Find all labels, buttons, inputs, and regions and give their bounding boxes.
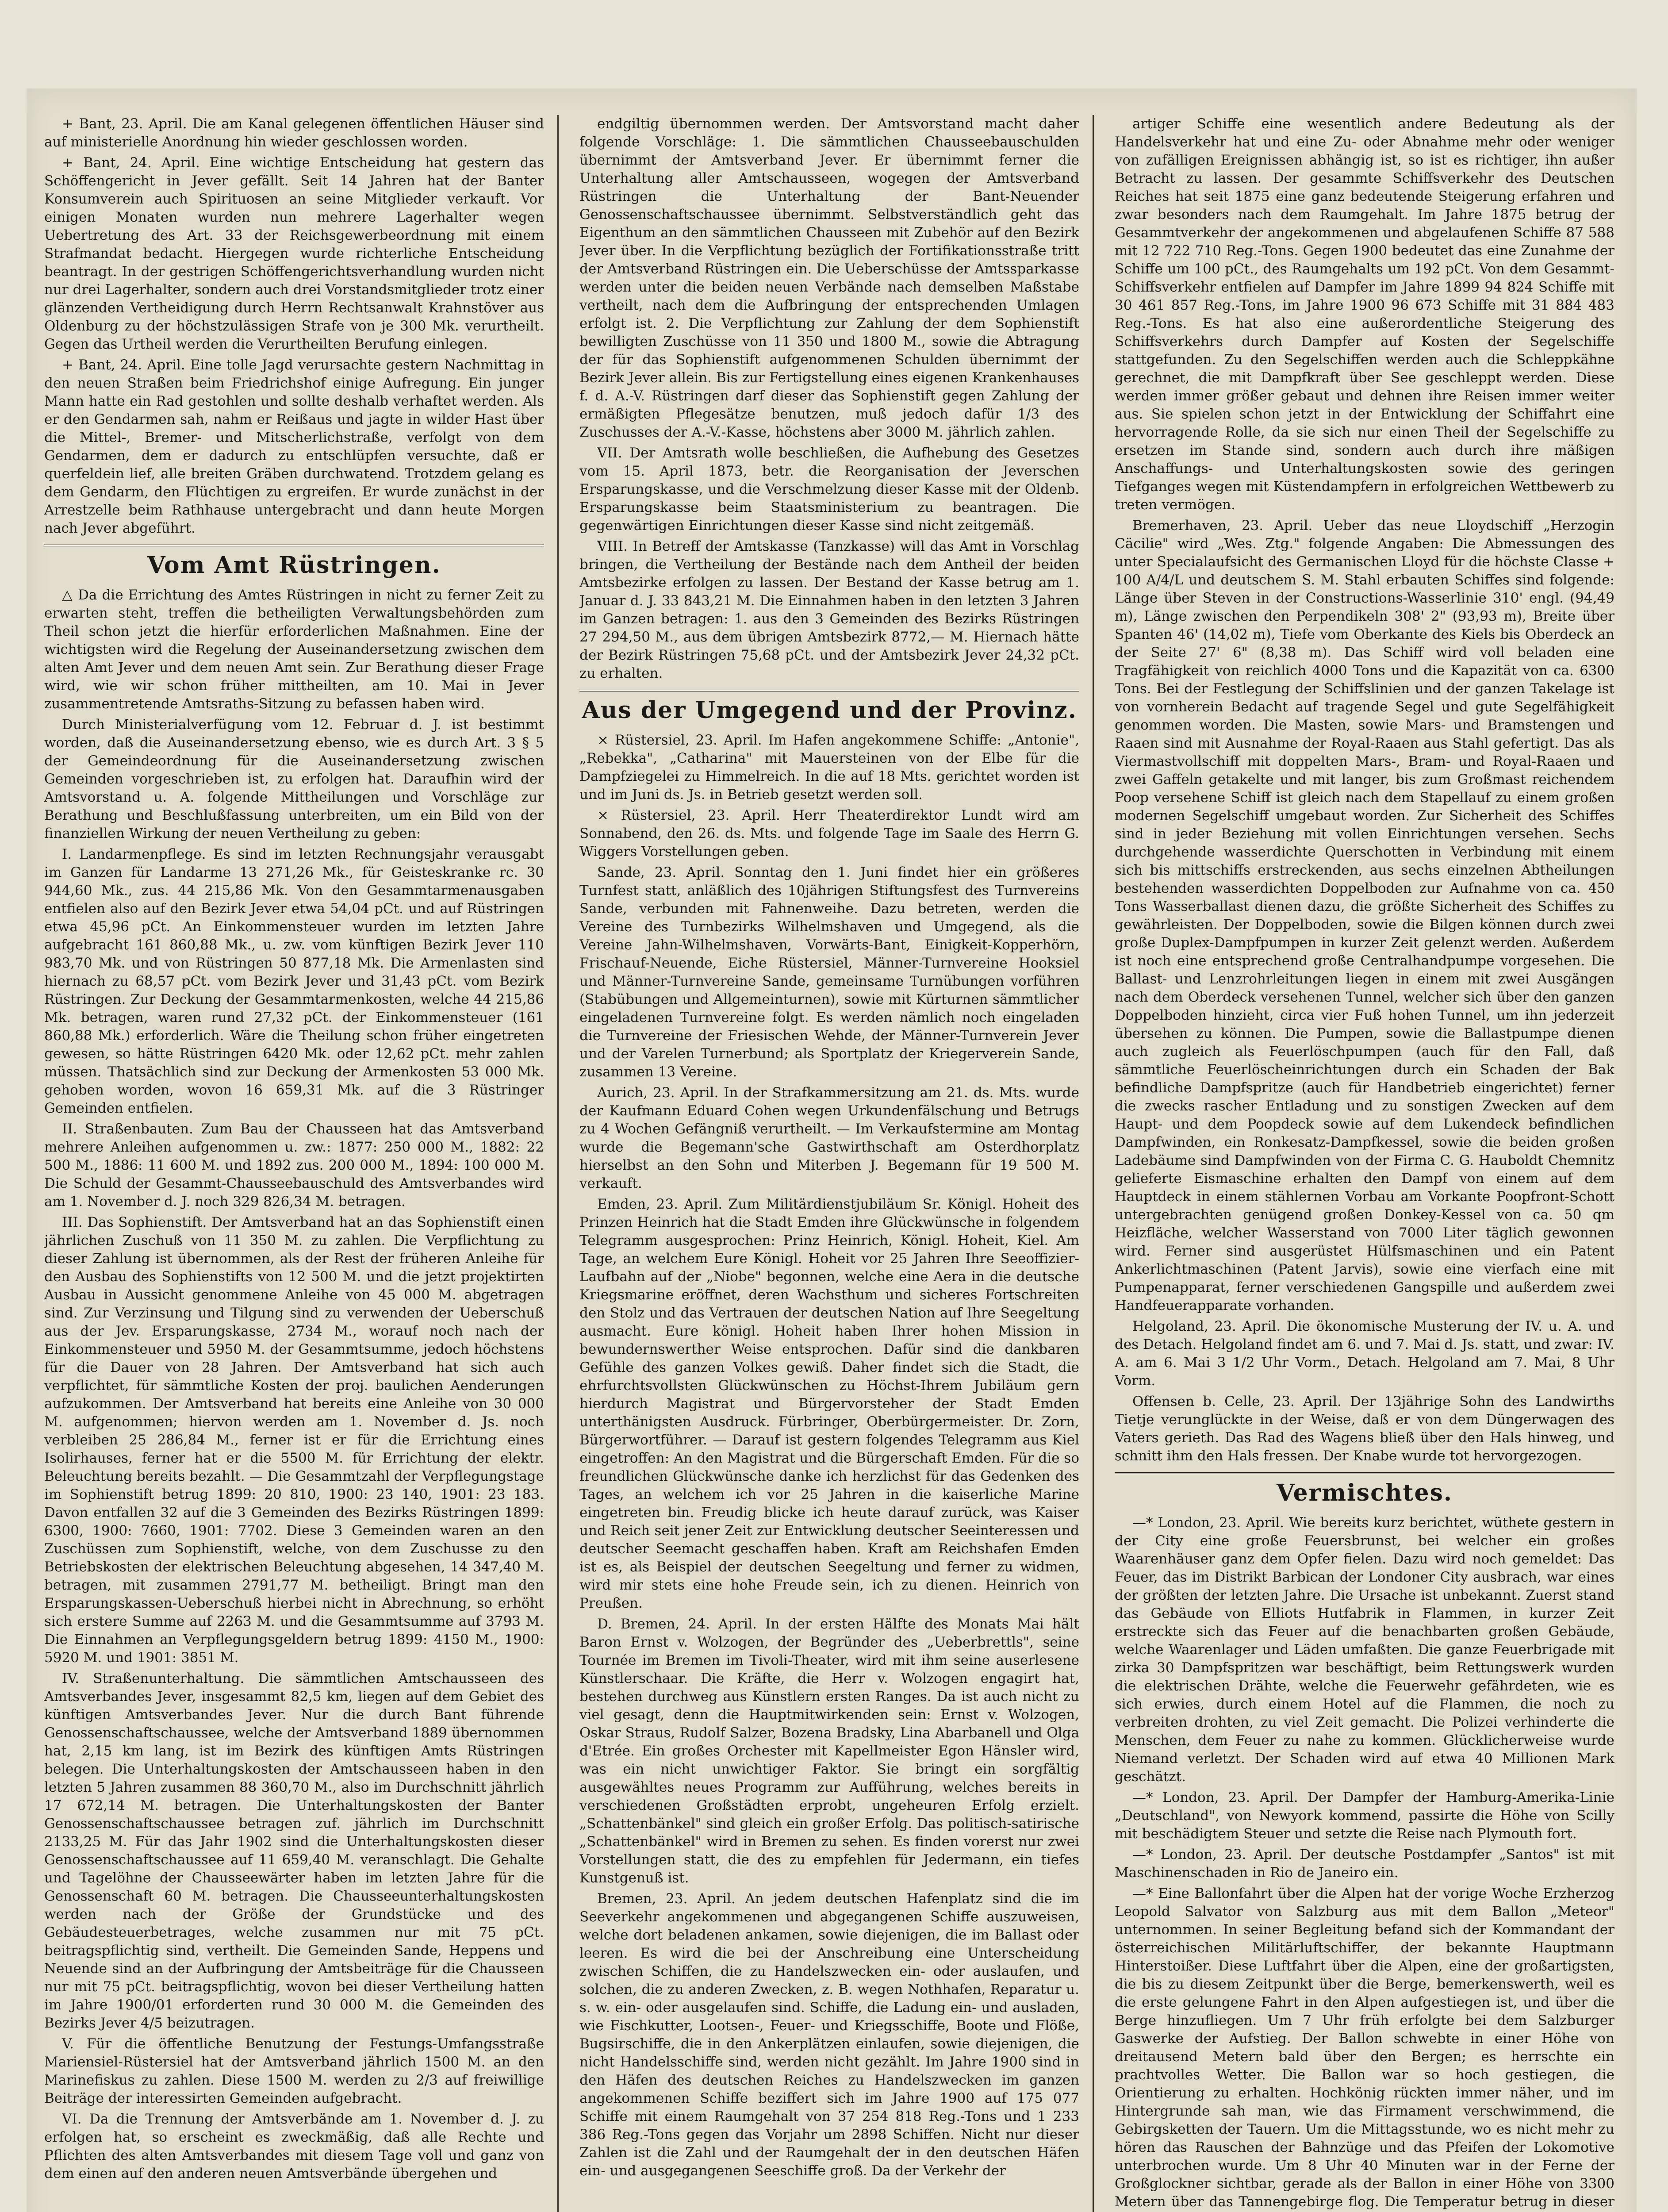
paragraph: Durch Ministerialverfügung vom 12. Februar d. J. ist bestimmt worden, daß die Auseinandersetzung ebenso, wie es durch Art. 3 § 5 der Gemeindeordnung für die Auseinandersetzung zwischen Gemeinden vorgeschrieben ist, zu erfolgen hat. Daraufhin wird der Amtsvorstand u. A. folgende Mittheilungen und Vorschläge zur Berathung und Beschlußfassung unterbreiten, um ein Bild von der finanziellen Wirkung der neuen Vertheilung zu geben: (44, 717, 544, 841)
column-rule (557, 115, 559, 2212)
article-ruestersiel-schiffe: × Rüstersiel, 23. April. Im Hafen angekommene Schiffe: „Antonie", „Rebekka", „Catharina" mit Mauersteinen von der Elbe für die Dampfziegelei zu Himmelreich. In die auf 18 Mts. gerichtet worden ist und im Juni ds. Js. in Betrieb gesetzt werden soll. (579, 732, 1079, 803)
section-heading-vermischtes: Vermischtes. (1115, 1472, 1614, 1508)
paragraph: VI. Da die Trennung der Amtsverbände am 1. November d. J. zu erfolgen hat, so erscheint es zweckmäßig, daß alle Rechte und Pflichten des alten Amtsverbandes mit diesem Tage voll und ganz von dem einen auf den anderen neuen Amtsverbände übergehen und (44, 2111, 544, 2181)
paragraph: V. Für die öffentliche Benutzung der Festungs-Umfangsstraße Mariensiel-Rüstersiel hat der Amtsverband jährlich 1500 M. an den Marinefiskus zu zahlen. Diese 1500 M. werden zu 2/3 auf freiwillige Beiträge der interessirten Gemeinden aufgebracht. (44, 2036, 544, 2106)
column-rule (1093, 115, 1094, 2212)
article-ruestersiel-theater: × Rüstersiel, 23. April. Herr Theaterdirektor Lundt wird am Sonnabend, den 26. ds. Mts. und folgende Tage im Saale des Herrn G. Wiggers Vorstellungen geben. (579, 807, 1079, 860)
article-bant-jagd: + Bant, 24. April. Eine tolle Jagd verursachte gestern Nachmittag in den neuen Straßen beim Friedrichshof einige Aufregung. Ein junger Mann hatte ein Rad gestohlen und sollte deshalb verhaftet werden. Als er den Gendarmen sah, nahm er Reißaus und jagte in wilder Hast über die Mittel-, Bremer- und Mitscherlichstraße, verfolgt von dem Gendarmen, dem er dadurch zu entschlüpfen versuchte, daß er querfeldein lief, alle breiten Gräben durchwatend. Trotzdem gelang es dem Gendarm, den Flüchtigen zu ergreifen. Er wurde zunächst in der Arrestzelle beim Rathhause untergebracht und dann heute Morgen nach Jever abgeführt. (44, 357, 544, 536)
article-london-dampfer: —* London, 23. April. Der Dampfer der Hamburg-Amerika-Linie „Deutschland", von Newyork kommend, passirte die Höhe von Scilly mit beschädigtem Steuer und setzte die Reise nach Plymouth fort. (1115, 1790, 1614, 1842)
column-1 (44, 115, 544, 2212)
paragraph: II. Straßenbauten. Zum Bau der Chausseen hat das Amtsverband mehrere Anleihen aufgenommen u. zw.: 1877: 250 000 M., 1882: 22 500 M., 1886: 11 600 M. und 1892 zus. 200 000 M., 1894: 100 000 M. Die Schuld der Gesammt-Chausseebauschuld des Amtsverbandes wird am 1. November d. J. noch 329 826,34 M. betragen. (44, 1121, 544, 1210)
column-3 (1115, 115, 1614, 2212)
paragraph: △ Da die Errichtung des Amtes Rüstringen in nicht zu ferner Zeit zu erwarten steht, treffen die betheiligten Verwaltungsbehörden zum Theil schon jetzt die hierfür erforderlichen Maßnahmen. Eine der wichtigsten wird die Regelung der Auseinandersetzung zwischen dem alten Amt Jever und dem neuen Amt sein. Zur Berathung dieser Frage wird, wie wir schon früher mittheilten, am 10. Mai in Jever zusammentretende Amtsraths-Sitzung zu befassen haben wird. (44, 587, 544, 712)
paragraph: III. Das Sophienstift. Der Amtsverband hat an das Sophienstift einen jährlichen Zuschuß von 11 350 M. zu zahlen. Die Verpflichtung zu dieser Zahlung ist übernommen, als der Rest der früheren Anleihe für den Ausbau des Sophienstifts von 12 500 M. und die jetzt projektirten Ausbau in Aussicht genommene Anleihe von 45 000 M. abgetragen sind. Zur Verzinsung und Tilgung sind zu verwenden der Ueberschuß aus der Jev. Ersparungskasse, 2734 M., worauf noch nach der Einkommensteuer und 5950 M. der Gesammtsumme, jedoch höchstens für die Dauer von 28 Jahren. Der Amtsverband hat sich auch verpflichtet, für sämmtliche Kosten der proj. baulichen Aenderungen aufzukommen. Der Amtsverband hat bereits eine Anleihe von 30 000 M. aufgenommen; hiervon werden am 1. November d. Js. noch verbleiben 25 286,84 M., ferner ist er für die Errichtung eines Isolirhauses, ferner hat er die 5500 M. für Errichtung der elektr. Beleuchtung bereits bezahlt. — Die Gesammtzahl der Verpflegungstage im Sophienstift betrug 1899: 20 810, 1900: 23 140, 1901: 23 183. Davon entfallen 32 auf die 3 Gemeinden des Bezirks Rüstringen 1899: 6300, 1900: 7660, 1901: 7702. Diese 3 Gemeinden waren an den Zuschüssen zum Sophienstift, welche, von dem Zuschusse zu den Betriebskosten der elektrischen Beleuchtung abgesehen, 14 347,40 M. betragen, mit zusammen 2791,77 M. betheiligt. Bringt man den Ersparungskassen-Ueberschuß hierbei nicht in Abrechnung, so erhöht sich erstere Summe auf 2263 M. und die Gesammtsumme auf 3793 M. Die Einnahmen an Verpflegungsgeldern betrug 1899: 4150 M., 1900: 5920 M. und 1901: 3851 M. (44, 1214, 544, 1666)
section-heading-umgegend: Aus der Umgegend und der Provinz. (579, 690, 1079, 725)
paragraph: endgiltig übernommen werden. Der Amtsvorstand macht daher folgende Vorschläge: 1. Die sämmtlichen Chausseebauschulden übernimmt der Amtsverband Jever. Er übernimmt ferner die Unterhaltung aller Amtschausseen, wogegen der Amtsverband Rüstringen die Unterhaltung der Bant-Neuender Genossenschaftschaussee übernimmt. Selbstverständlich geht das Eigenthum an den sämmtlichen Chausseen mit Zubehör auf den Bezirk Jever über. In die Verpflichtung bezüglich der Fortifikationsstraße tritt der Amtsverband Rüstringen ein. Die Ueberschüsse der Amtssparkasse werden unter die beiden neuen Verbände nach demselben Maßstabe vertheilt, nach dem die Aufbringung der entsprechenden Umlagen erfolgt ist. 2. Die Verpflichtung zur Zahlung der dem Sophienstift bewilligten Zuschüsse von 11 350 und 1800 M., sowie die Abtragung der für das Sophienstift aufgenommenen Schulden übernimmt der Bezirk Jever allein. Bis zur Fertigstellung eines eigenen Krankenhauses f. d. A.-V. Rüstringen darf dieser das Sophienstift gegen Zahlung der ermäßigten Pflegesätze benutzen, muß jedoch dafür 1/3 des Zuschusses der A.-V.-Kasse, höchstens aber 3000 M. jährlich zahlen. (579, 116, 1079, 440)
article-aurich: Aurich, 23. April. In der Strafkammersitzung am 21. ds. Mts. wurde der Kaufmann Eduard Cohen wegen Urkundenfälschung und Betrugs zu 4 Wochen Gefängniß verurtheilt. — Im Verkaufstermine am Montag wurde die Begemann'sche Gastwirthschaft am Osterdhorplatz hierselbst an den Sohn und Miterben J. Begemann für 19 500 M. verkauft. (579, 1085, 1079, 1191)
article-london-feuer: —* London, 23. April. Wie bereits kurz berichtet, wüthete gestern in der City eine große Feuersbrunst, bei welcher ein großes Waarenhäuser ganz dem Opfer fielen. Dazu wird noch gemeldet: Das Feuer, das im Distrikt Barbican der Londoner City ausbrach, war eines der größten der letzten Jahre. Die Ursache ist unbekannt. Zuerst stand das Gebäude von Elliots Hutfabrik in Flammen, in kurzer Zeit erstreckte sich das Feuer auf die benachbarten großen Gebäude, welche Waarenlager und Läden umfaßten. Die ganze Feuerbrigade mit zirka 30 Dampfspritzen war beschäftigt, beim Rettungswerk wurden die elektrischen Drähte, welche die Feuerwehr gefährdeten, wie es sich erwies, durch einem Hotel auf die Flammen, die noch zu verbreiten drohten, zu viel Zeit gemacht. Die Polizei verhinderte die Menschen, dem Feuer zu nahe zu kommen. Glücklicherweise wurde Niemand verletzt. Der Schaden wird auf etwa 40 Millionen Mark geschätzt. (1115, 1515, 1614, 1785)
article-bremen-wolzogen: D. Bremen, 24. April. In der ersten Hälfte des Monats Mai hält Baron Ernst v. Wolzogen, der Begründer des „Ueberbrettls", seine Tournée im Bremen im Tivoli-Theater, wird mit ihm seine auserlesene Künstlerschaar. Die Kräfte, die Herr v. Wolzogen engagirt hat, bestehen durchweg aus Künstlern ersten Ranges. Da ist auch nicht zu viel gesagt, denn die Hauptmitwirkenden sein: Ernst v. Wolzogen, Oskar Straus, Rudolf Salzer, Bozena Bradsky, Lina Abarbanell und Olga d'Etrée. Ein großes Orchester mit Kapellmeister Egon Hänsler wird, was ein nicht unwichtiger Faktor. Sie bringt ein sorgfältig ausgewähltes neues Programm zur Aufführung, welches bereits in verschiedenen Großstädten erprobt, ungeheuren Erfolg erzielt. „Schattenbänkel" sind gleich ein großer Erfolg. Das politisch-satirische „Schattenbänkel" wird in Bremen zu sehen. Es finden vorerst nur zwei Vorstellungen statt, die des zu empfehlen für Jedermann, ein tiefes Kunstgenuß ist. (579, 1616, 1079, 1886)
article-bremerhaven: Bremerhaven, 23. April. Ueber das neue Lloydschiff „Herzogin Cäcilie" wird „Wes. Ztg." folgende Angaben: Die Abmessungen des unter Specialaufsicht des Germanischen Lloyd für die höchste Classe + 100 A/4/L und deutschem S. M. Stahl erbauten Schiffes sind folgende: Länge über Steven in der Constructions-Wasserlinie 310' engl. (94,49 m), Länge zwischen den Perpendikeln 308' 2" (93,93 m), Breite über Spanten 46' (14,02 m), Tiefe vom Oberkante des Kiels bis Oberdeck an der Seite 27' 6" (8,38 m). Das Schiff wird voll beladen eine Tragfähigkeit von reichlich 4000 Tons und die Kapazität von ca. 6300 Tons. Bei der Festlegung der Schiffslinien und der ganzen Takelage ist von vornherein Bedacht auf tragende Segel und gute Segelfähigkeit genommen worden. Die Masten, sowie Mars- und Bramstengen und Raaen sind mit Ausnahme der Royal-Raaen aus Stahl gefertigt. Das als Viermastvollschiff mit doppelten Mars-, Bram- und Royal-Raaen und zwei Gaffeln getakelte und mit langer, bis zum Großmast reichendem Poop versehene Schiff ist gleich nach dem Stapellauf zu einem großen modernen Segelschiff umgebaut worden. Zur Sicherheit des Schiffes sind in jeder Beziehung mit vollen Einrichtungen versehen. Sechs durchgehende wasserdichte Querschotten in Verbindung mit einem sich bis mittschiffs erstreckenden, aus sechs einzelnen Abtheilungen bestehenden wasserdichten Doppelboden zur Aufnahme von ca. 450 Tons Wasserballast dienen dazu, die größte Sicherheit des Schiffes zu gewährleisten. Der Doppelboden, sowie die Bilgen können durch zwei große Duplex-Dampfpumpen in kurzer Zeit gelenzt werden. Außerdem ist noch eine entsprechend große Centralhandpumpe vorgesehen. Die Ballast- und Lenzrohrleitungen liegen in einem mit zwei Ausgängen nach dem Oberdeck versehenen Tunnel, welcher sich über den ganzen Doppelboden hinzieht, circa vier Fuß hohen Tunnel, um ihn jederzeit übersehen zu können. Die Pumpen, sowie die Ballastpumpe dienen auch zugleich als Feuerlöschpumpen (auch für den Fall, daß sämmtliche Feuerlöscheinrichtungen durch ein Schaden der Bak befindliche Dampfspritze (auch für Handbetrieb eingerichtet) ferner die zwecks rascher Entladung und zu sonstigen Zwecken auf dem Haupt- und dem Poopdeck sowie auf dem Lukendeck befindlichen Dampfwinden, ein Ronkesatz-Dampfkessel, sowie die beiden großen Ladebäume sind Dampfwinden von der Firma C. G. Hauboldt Chemnitz gelieferte Eismaschine erhalten den Dampf von einem auf dem Hauptdeck in einem stählernen Vorbau am Vorkante Poopfront-Schott untergebrachten genügend großen Donkey-Kessel von ca. 50 qm Heizfläche, welcher Wasserstand von 7000 Liter täglich gewonnen wird. Ferner sind ausgerüstet Hülfsmaschinen und ein Patent Ankerlichtmaschinen (Patent Jarvis), sowie eine vierfach eine mit Pumpenapparat, ferner verschiedenen Gangspille und außerdem zwei Handfeuerapparate vorhanden. (1115, 518, 1614, 1313)
article-sande: Sande, 23. April. Sonntag den 1. Juni findet hier ein größeres Turnfest statt, anläßlich des 10jährigen Stiftungsfest des Turnvereins Sande, verbunden mit Fahnenweihe. Dazu betreten, werden die Vereine des Turnbezirks Wilhelmshaven und Umgegend, als die Vereine Jahn-Wilhelmshaven, Vorwärts-Bant, Einigkeit-Kopperhörn, Frischauf-Neuende, Eiche Rüstersiel, Männer-Turnvereine Hooksiel und Männer-Turnvereine Sande, gemeinsame Turnübungen vorführen (Stabübungen und Allgemeinturnen), sowie mit Kürturnen sämmtlicher eingeladenen Turnvereine folgt. Es werden nämlich noch eingeladen die Turnvereine der Friesischen Wehde, der Männer-Turnverein Jever und der Varelen Turnerbund; als Sportplatz der Kriegerverein Sande, zusammen 13 Vereine. (579, 864, 1079, 1080)
column-2 (579, 115, 1079, 2212)
article-emden: Emden, 23. April. Zum Militärdienstjubiläum Sr. Königl. Hoheit des Prinzen Heinrich hat die Stadt Emden ihre Glückwünsche in folgendem Telegramm ausgesprochen: Prinz Heinrich, Königl. Hoheit, Kiel. Am Tage, an welchem Eure Königl. Hoheit vor 25 Jahren Ihre Seeoffizier-Laufbahn auf der „Niobe" begonnen, welche eine Aera in die deutsche Kriegsmarine eröffnet, deren Wachsthum und sicheres Fortschreiten den Stolz und das Vertrauen der deutschen Nation auf Ihre Seegeltung ausmacht. Eure königl. Hoheit haben Ihrer hohen Mission in bewundernswerther Weise entsprochen. Dafür sind die dankbaren Gefühle des ganzen Volkes gewiß. Daher findet sich die Stadt, die ehrfurchtsvollsten Glückwünschen zu Höchst-Ihrem Jubiläum gern hierdurch Magistrat und Bürgervorsteher der Stadt Emden unterthänigsten Ausdruck. Fürbringer, Oberbürgermeister. Dr. Zorn, Bürgerwortführer. — Darauf ist gestern folgendes Telegramm aus Kiel eingetroffen: An den Magistrat und die Bürgerschaft Emden. Für die so freundlichen Glückwünsche danke ich herzlichst für das Gedenken des Tages, an welchem ich vor 25 Jahren in die kaiserliche Marine eingetreten bin. Freudig blicke ich heute darauf zurück, was Kaiser und Reich seit jener Zeit zur Entwicklung deutscher Seeinteressen und deutscher Seemacht geschaffen haben. Kraft am Reichshafen Emden ist es, als Beispiel der deutschen Seegeltung und ferner zu widmen, wird mir stets eine hohe Freude sein, ich zu dienen. Heinrich von Preußen. (579, 1196, 1079, 1611)
paragraph: IV. Straßenunterhaltung. Die sämmtlichen Amtschausseen des Amtsverbandes Jever, insgesammt 82,5 km, liegen auf dem Gebiet des künftigen Amtsverbandes Jever. Nur die durch Bant führende Genossenschaftschaussee, welche der Amtsverband 1889 übernommen hat, 2,15 km lang, ist im Bezirk des künftigen Amts Rüstringen belegen. Die Unterhaltungskosten der Amtschausseen haben in den letzten 5 Jahren zusammen 88 360,70 M., also im Durchschnitt jährlich 17 672,14 M. betragen. Die Unterhaltungskosten der Banter Genossenschaftschaussee betragen zuf. jährlich im Durchschnitt 2133,25 M. Für das Jahr 1902 sind die Unterhaltungskosten dieser Genossenschaftschaussee auf 11 659,40 M. veranschlagt. Die Gehalte und Tagelöhne der Chausseewärter haben im letzten Jahre für die Genossenschaft 60 M. betragen. Die Chausseeunterhaltungskosten werden nach der Größe der Grundstücke und des Gebäudesteuerbetrages, welche zusammen nur mit 75 pCt. beitragspflichtig sind, vertheilt. Die Gemeinden Sande, Heppens und Neuende sind an der Aufbringung der Amtsbeiträge für die Chausseen nur mit 75 pCt. beitragspflichtig, wovon bei dieser Vertheilung hatten im Jahre 1900/01 erforderten rund 30 000 M. die Gemeinden des Bezirks Jever 4/5 beizutragen. (44, 1671, 544, 2031)
article-ballonfahrt: —* Eine Ballonfahrt über die Alpen hat der vorige Woche Erzherzog Leopold Salvator von Salzburg aus mit dem Ballon „Meteor" unternommen. In seiner Begleitung befand sich der Kommandant der österreichischen Militärluftschiffer, der bekannte Hauptmann Hinterstoißer. Diese Luftfahrt über die Alpen, eine der großartigsten, die bis zu diesem Zeitpunkt über die Berge, bemerkenswerth, weil es die erste gelungene Fahrt in den Alpen aufgestiegen ist, und über die Berge hinzufliegen. Um 7 Uhr früh erfolgte bei dem Salzburger Gaswerke der Aufstieg. Der Ballon schwebte in einer Höhe von dreitausend Metern bald über den Bergen; es herrschte ein prachtvolles Wetter. Die Ballon war so hoch gestiegen, die Orientierung zu erhalten. Hochkönig rückten immer näher, und im Hintergrunde sah man, wie das Firmament verschwimmend, die Gebirgsketten der Tauern. Um die Mittagsstunde, wo es nicht mehr zu hören das Rauschen der Bahnzüge und das Pfeifen der Lokomotive unterbrochen wurde. Um 8 Uhr 40 Minuten war in der Ferne der Großglockner sichtbar, gerade als der Ballon in einer Höhe von 3300 Metern über das Tannengebirge flog. Die Temperatur betrug in dieser (1115, 1886, 1614, 2210)
paragraph: VII. Der Amtsrath wolle beschließen, die Aufhebung des Gesetzes vom 15. April 1873, betr. die Reorganisation der Jeverschen Ersparungskasse, und die Verschmelzung dieser Kasse mit der Oldenb. Ersparungskasse beim Staatsministerium zu beantragen. Die gegenwärtigen Einrichtungen dieser Kasse sind nicht zeitgemäß. (579, 445, 1079, 534)
article-offensen: Offensen b. Celle, 23. April. Der 13jährige Sohn des Landwirths Tietje verunglückte in der Weise, daß er von dem Düngerwagen des Vaters gerieth. Das Rad des Wagens bließ über den Hals hinweg, und schnitt ihm den Hals fressen. Der Knabe wurde tot hervorgezogen. (1115, 1394, 1614, 1464)
paragraph: artiger Schiffe eine wesentlich andere Bedeutung als der Handelsverkehr hat und eine Zu- oder Abnahme mehr oder weniger von zufälligen Ereignissen abhängig ist, so ist es richtiger, ihn außer Betracht zu lassen. Der gesammte Schiffsverkehr des Deutschen Reiches hat seit 1875 eine ganz bedeutende Steigerung erfahren und zwar besonders nach dem Raumgehalt. Im Jahre 1875 betrug der Gesammtverkehr der angekommenen und abgelaufenen Schiffe 87 588 mit 12 722 710 Reg.-Tons. Gegen 1900 bedeutet das eine Zunahme der Schiffe um 100 pCt., des Raumgehalts um 192 pCt. Von dem Gesammt-Schiffsverkehr entfielen auf Dampfer im Jahre 1899 94 824 Schiffe mit 30 461 857 Reg.-Tons, im Jahre 1900 96 673 Schiffe mit 31 884 483 Reg.-Tons. Es hat also eine außerordentliche Steigerung des Schiffsverkehrs durch Dampfer auf Kosten der Segelschiffe stattgefunden. Zu den Segelschiffen werden auch die Schleppkähne gerechnet, die mit Dampfkraft über See geschleppt werden. Diese werden immer größer gebaut und dehnen ihre Reisen immer weiter aus. Sie spielen schon jetzt in der Entwicklung der Schiffahrt eine hervorragende Rolle, da sie sich nur einen Theil der Segelschiffe zu ersetzen im Stande sind, sondern auch durch ihre mäßigen Anschaffungs- und Unterhaltungskosten sowie des geringen Tiefganges wegen mit Küstendampfern in erfolgreichen Wettbewerb zu treten vermögen. (1115, 116, 1614, 513)
article-bant-kanal: + Bant, 23. April. Die am Kanal gelegenen öffentlichen Häuser sind auf ministerielle Anordnung hin wieder geschlossen worden. (44, 116, 544, 150)
article-london-santos: —* London, 23. April. Der deutsche Postdampfer „Santos" ist mit Maschinenschaden in Rio de Janeiro ein. (1115, 1847, 1614, 1881)
article-bremen-schiffsverkehr: Bremen, 23. April. An jedem deutschen Hafenplatz sind die im Seeverkehr angekommenen und abgegangenen Schiffe auszuweisen, welche dort beladenen ankamen, sowie diejenigen, die im Ballast oder leeren. Es wird die bei der Anschreibung eine Unterscheidung zwischen Schiffen, die zu Handelszwecken ein- oder auslaufen, und solchen, die zu anderen Zwecken, z. B. wegen Nothhafen, Reparatur u. s. w. ein- oder ausgelaufen sind. Schiffe, die Ladung ein- und ausladen, wie Fischkutter, Lootsen-, Feuer- und Kriegsschiffe, Boote und Flöße, Bugsirschiffe, die in den Ankerplätzen einlaufen, sowie diejenigen, die nicht Handelsschiffe sind, werden nicht gezählt. Im Jahre 1900 sind in den Häfen des deutschen Reiches zu Handelszwecken im ganzen angekommenen Schiffe beziffert sich im Jahre 1900 auf 175 077 Schiffe mit einem Raumgehalt von 37 254 818 Reg.-Tons und 1 233 386 Reg.-Tons gegen das Vorjahr um 2898 Schiffen. Nicht nur dieser Zahlen ist die Zahl und der Raumgehalt der in den deutschen Häfen ein- und ausgegangenen Seeschiffe groß. Da der Verkehr der (579, 1891, 1079, 2179)
article-bant-konsumverein: + Bant, 24. April. Eine wichtige Entscheidung hat gestern das Schöffengericht in Jever gefällt. Seit 14 Jahren hat der Banter Konsumverein auch Spirituosen an seine Mitglieder verkauft. Vor einigen Monaten wurden nun mehrere Lagerhalter wegen Uebertretung des Art. 33 der Reichsgewerbeordnung mit einem Strafmandat bedacht. Hiergegen wurde richterliche Entscheidung beantragt. In der gestrigen Schöffengerichtsverhandlung wurden nicht nur drei Lagerhalter, sondern auch drei Vorstandsmitglieder trotz einer glänzenden Vertheidigung durch Herrn Rechtsanwalt Krahnstöver aus Oldenburg zu der höchstzulässigen Strafe von je 300 Mk. verurtheilt. Gegen das Urtheil werden die Verurtheilten Berufung einlegen. (44, 155, 544, 352)
paragraph: VIII. In Betreff der Amtskasse (Tanzkasse) will das Amt in Vorschlag bringen, die Vertheilung der Bestände nach dem Antheil der beiden Amtsbezirke erfolgen zu lassen. Der Bestand der Kasse betrug am 1. Januar d. J. 33 843,21 M. Die Einnahmen haben in den letzten 3 Jahren im Ganzen betragen: 1. aus den 3 Gemeinden des Bezirks Rüstringen 27 294,50 M., aus dem übrigen Amtsbezirk 8772,— M. Hiernach hätte der Bezirk Rüstringen 75,68 pCt. und der Amtsbezirk Jever 24,32 pCt. zu erhalten. (579, 538, 1079, 681)
section-heading-amt-ruestringen: Vom Amt Rüstringen. (44, 545, 544, 580)
article-helgoland: Helgoland, 23. April. Die ökonomische Musterung der IV. u. A. und des Detach. Helgoland findet am 6. und 7. Mai d. Js. statt, und zwar: IV. A. am 6. Mai 3 1/2 Uhr Vorm., Detach. Helgoland am 7. Mai, 8 Uhr Vorm. (1115, 1318, 1614, 1389)
newspaper-page (27, 88, 1637, 2212)
paragraph: I. Landarmenpflege. Es sind im letzten Rechnungsjahr verausgabt im Ganzen für Landarme 13 271,26 Mk., für Geisteskranke rc. 30 944,60 Mk., zus. 44 215,86 Mk. Von den Gesammtarmenausgaben entfielen also auf den Bezirk Jever etwa 54,04 pCt. und auf Rüstringen etwa 45,96 pCt. An Einkommensteuer wurden im letzten Jahre aufgebracht 161 860,88 Mk., u. zw. vom künftigen Bezirk Jever 110 983,70 Mk. und von Rüstringen 50 877,18 Mk. Die Armenlasten sind hiernach zu 68,57 pCt. vom Bezirk Jever und 31,43 pCt. vom Bezirk Rüstringen. Zur Deckung der Gesammtarmenkosten, welche 44 215,86 Mk. betragen, waren rund 27,32 pCt. der Einkommensteuer (161 860,88 Mk.) erforderlich. Wäre die Theilung schon früher eingetreten gewesen, so hätte Rüstringen 6420 Mk. oder 12,62 pCt. mehr zahlen müssen. Thatsächlich sind zur Deckung der Armenkosten 53 000 Mk. gehoben worden, wovon 16 659,31 Mk. auf die 3 Rüstringer Gemeinden entfielen. (44, 846, 544, 1116)
